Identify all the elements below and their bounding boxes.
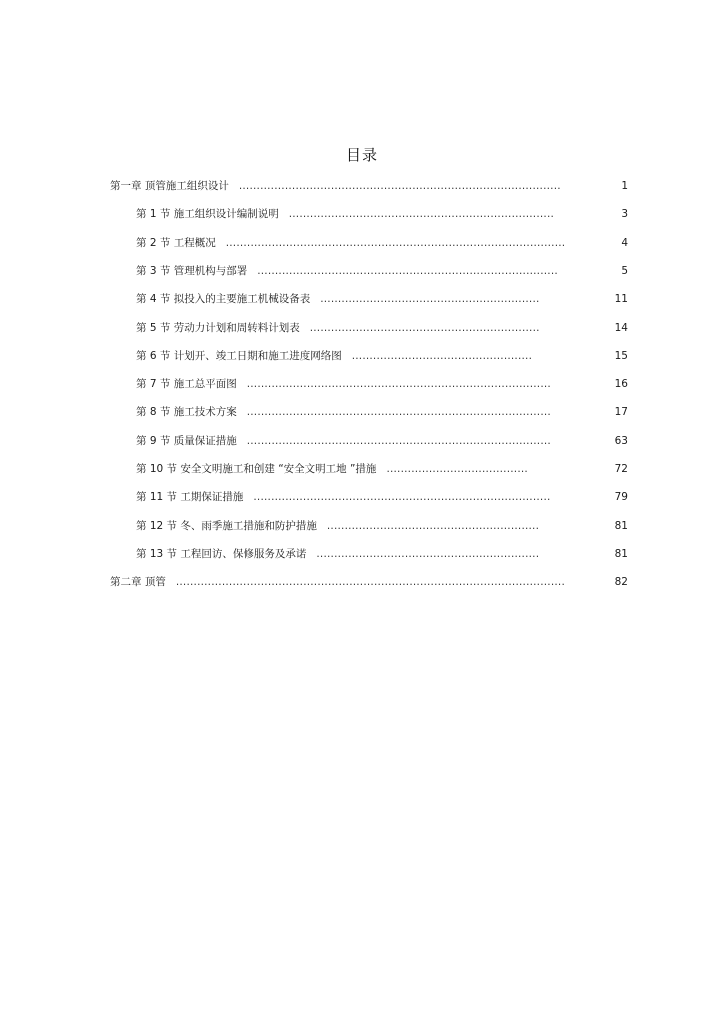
toc-entry-label: 第 11 节 工期保证措施: [136, 491, 244, 504]
toc-entry-label: 第 5 节 劳动力计划和周转料计划表: [136, 321, 300, 334]
toc-title: 目录: [345, 146, 378, 164]
toc-entry: [110, 176, 628, 196]
toc-entry: [136, 346, 628, 366]
toc-leader-dots: ........................................: [386, 463, 528, 475]
toc-entry: [136, 318, 628, 338]
toc-entry-label: 第 9 节 质量保证措施: [136, 434, 237, 447]
toc-entry-page: 81: [614, 519, 628, 532]
toc-entry-page: 15: [614, 349, 628, 362]
toc-entry-label: 第二章 顶管: [110, 576, 166, 589]
toc-entry-page: 16: [614, 378, 628, 391]
toc-entry-page: 72: [614, 463, 628, 475]
toc-leader-dots: ...........................................................................: [288, 208, 555, 221]
toc-entry-page: 11: [614, 293, 628, 306]
toc-entry-label: 第 12 节 冬、雨季施工措施和防护措施: [136, 519, 317, 532]
toc-entry-page: 81: [614, 547, 628, 560]
toc-entry-page: 82: [614, 576, 628, 589]
toc-entry-label: 第 13 节 工程回访、保修服务及承诺: [136, 547, 307, 560]
toc-entry: [136, 459, 628, 479]
toc-entry: [110, 572, 628, 592]
toc-entry-label: 第 8 节 施工技术方案: [136, 406, 237, 419]
toc-leader-dots: ..............................................................................................................: [175, 576, 565, 589]
toc-entry-page: 4: [621, 236, 628, 249]
toc-entry-label: 第 7 节 施工总平面图: [136, 378, 237, 391]
toc-entry-label: 第 6 节 计划开、竣工日期和施工进度网络图: [136, 349, 342, 362]
toc-leader-dots: .................................................................: [309, 321, 540, 334]
toc-entry-label: 第 10 节 安全文明施工和创建 “安全文明工地 ”措施: [136, 463, 377, 475]
toc-leader-dots: ..............................................................: [320, 293, 540, 306]
toc-leader-dots: ......................................................................................: [246, 378, 551, 391]
toc-entry-label: 第 2 节 工程概况: [136, 236, 216, 249]
toc-leader-dots: ............................................................: [326, 519, 540, 532]
toc-leader-dots: .....................................................................................: [257, 264, 558, 277]
toc-leader-dots: ......................................................................................: [246, 406, 551, 419]
toc-entry: [136, 289, 628, 309]
toc-entry: [136, 544, 628, 564]
toc-leader-dots: ...........................................................................................: [238, 180, 561, 192]
toc-entry: [136, 233, 628, 253]
toc-entry-page: 3: [621, 208, 628, 221]
toc-entry: [136, 516, 628, 536]
toc-leader-dots: ...................................................: [351, 349, 533, 362]
toc-entry-label: 第 4 节 拟投入的主要施工机械设备表: [136, 293, 311, 306]
toc-leader-dots: ...............................................................: [316, 547, 540, 560]
toc-entry: [136, 487, 628, 507]
toc-entry: [136, 402, 628, 422]
toc-entry: [136, 431, 628, 451]
toc-entry: [136, 261, 628, 281]
toc-entry-page: 14: [614, 321, 628, 334]
toc-entry-page: 1: [621, 180, 628, 192]
toc-leader-dots: ....................................................................................: [253, 491, 551, 504]
toc-entry-page: 79: [614, 491, 628, 504]
toc-entry-label: 第 3 节 管理机构与部署: [136, 264, 248, 277]
toc-entry-page: 63: [614, 434, 628, 447]
toc-entry: [136, 374, 628, 394]
toc-entry-page: 17: [614, 406, 628, 419]
toc-entry-page: 5: [621, 264, 628, 277]
toc-leader-dots: ................................................................................................: [225, 236, 566, 249]
toc-entry-label: 第一章 顶管施工组织设计: [110, 180, 229, 192]
toc-entry-label: 第 1 节 施工组织设计编制说明: [136, 208, 279, 221]
toc-entry: [136, 204, 628, 224]
toc-leader-dots: ......................................................................................: [246, 434, 551, 447]
